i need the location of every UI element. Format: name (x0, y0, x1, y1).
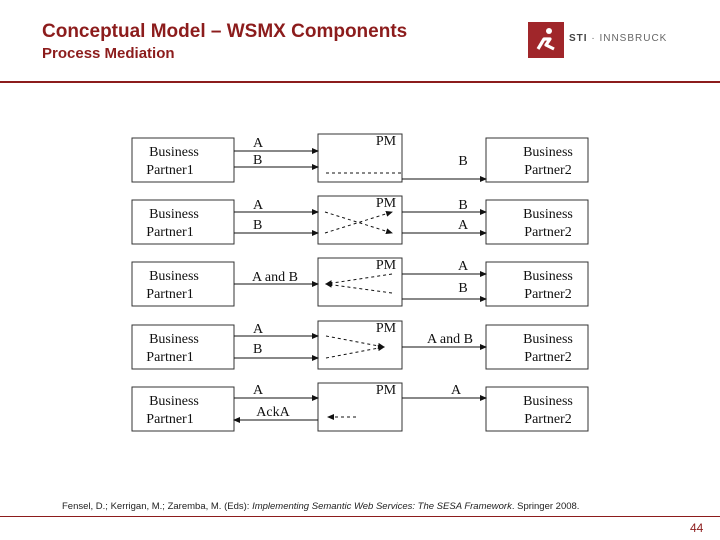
partner1-label-line1: Business (149, 394, 199, 409)
slide-title: Conceptual Model – WSMX Components (42, 21, 408, 42)
page-number: 44 (690, 521, 704, 535)
partner2-label-line1: Business (523, 145, 573, 160)
partner2-label-line2: Partner2 (524, 412, 572, 427)
message-label-a: A (253, 322, 264, 337)
message-label-b: B (458, 281, 468, 296)
message-label-a: A (457, 259, 469, 274)
message-label-a: A (253, 198, 264, 213)
sti-logo-text: STI · INNSBRUCK (569, 33, 668, 44)
internal-cross-dashed (325, 212, 392, 233)
message-label-b: B (253, 342, 263, 357)
message-label-a: A (450, 383, 462, 398)
message-label-b: B (253, 153, 263, 168)
message-label-a: A (253, 136, 264, 151)
message-label-b: B (253, 218, 263, 233)
partner1-label-line2: Partner1 (146, 163, 194, 178)
message-label-a-and-b: A and B (427, 332, 473, 347)
internal-cross-dashed (325, 212, 392, 233)
partner1-label-line2: Partner1 (146, 412, 194, 427)
partner2-label-line2: Partner2 (524, 350, 572, 365)
partner1-label-line1: Business (149, 145, 199, 160)
pm-label: PM (375, 383, 397, 398)
message-label-b: B (458, 154, 468, 169)
partner1-label-line1: Business (149, 269, 199, 284)
partner2-label-line1: Business (523, 269, 573, 284)
message-label-a-and-b: A and B (252, 270, 298, 285)
message-label-a: A (457, 218, 469, 233)
partner1-label-line1: Business (149, 332, 199, 347)
pm-label: PM (375, 321, 397, 336)
internal-split-dashed (326, 274, 392, 284)
partner2-label-line1: Business (523, 332, 573, 347)
message-label-a: A (253, 383, 264, 398)
pm-label: PM (375, 196, 397, 211)
pm-label: PM (375, 258, 397, 273)
partner1-label-line2: Partner1 (146, 350, 194, 365)
partner1-label-line2: Partner1 (146, 225, 194, 240)
partner2-label-line2: Partner2 (524, 225, 572, 240)
footer-rule (0, 516, 720, 517)
internal-split-dashed (326, 284, 392, 293)
partner2-label-line1: Business (523, 394, 573, 409)
pm-label: PM (375, 134, 397, 149)
partner2-label-line1: Business (523, 207, 573, 222)
message-label-ack-a: AckA (256, 405, 290, 420)
partner2-label-line2: Partner2 (524, 163, 572, 178)
partner1-label-line1: Business (149, 207, 199, 222)
partner2-label-line2: Partner2 (524, 287, 572, 302)
partner1-label-line2: Partner1 (146, 287, 194, 302)
citation: Fensel, D.; Kerrigan, M.; Zaremba, M. (Eds): Implementing Semantic Web Services: The SESA Framework. Springer 2008. (62, 501, 580, 512)
internal-merge-dashed (326, 336, 384, 347)
message-label-b: B (458, 198, 468, 213)
internal-merge-dashed (326, 347, 384, 358)
slide-subtitle: Process Mediation (42, 45, 175, 62)
